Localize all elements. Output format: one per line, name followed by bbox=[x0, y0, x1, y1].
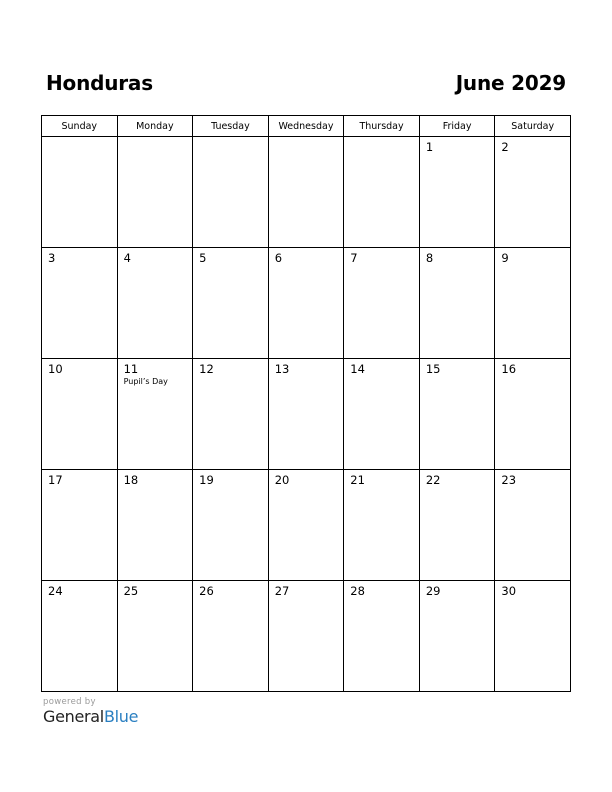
week-row bbox=[42, 137, 571, 248]
day-cell bbox=[495, 470, 571, 581]
day-cell bbox=[268, 581, 344, 692]
day-number: 18 bbox=[123, 473, 139, 487]
day-number: 13 bbox=[274, 362, 290, 376]
day-cell bbox=[344, 248, 420, 359]
day-number: 2 bbox=[501, 140, 509, 154]
brand-part-blue: Blue bbox=[103, 707, 139, 726]
day-number: 14 bbox=[350, 362, 365, 376]
country-title: Honduras bbox=[46, 71, 153, 95]
day-cell bbox=[419, 248, 495, 359]
day-number: 10 bbox=[48, 362, 63, 376]
day-number: 30 bbox=[501, 584, 517, 598]
day-cell bbox=[419, 137, 495, 248]
day-cell bbox=[268, 137, 344, 248]
day-number: 6 bbox=[274, 251, 283, 265]
day-number: 11 bbox=[123, 362, 139, 376]
day-cell bbox=[193, 581, 269, 692]
day-cell bbox=[117, 470, 193, 581]
weekday-saturday: Saturday bbox=[495, 116, 571, 137]
day-cell bbox=[193, 359, 269, 470]
day-number: 5 bbox=[199, 251, 207, 265]
day-number: 27 bbox=[274, 584, 290, 598]
day-cell bbox=[419, 470, 495, 581]
day-cell bbox=[495, 359, 571, 470]
weekday-wednesday: Wednesday bbox=[268, 116, 344, 137]
day-cell bbox=[419, 581, 495, 692]
day-cell bbox=[117, 581, 193, 692]
day-cell bbox=[268, 470, 344, 581]
week-row bbox=[42, 581, 571, 692]
week-row bbox=[42, 359, 571, 470]
day-number: 8 bbox=[425, 251, 434, 265]
day-cell bbox=[193, 248, 269, 359]
day-cell bbox=[344, 470, 420, 581]
day-number: 4 bbox=[123, 251, 131, 265]
brand-part-general: General bbox=[43, 707, 104, 726]
day-number: 22 bbox=[425, 473, 441, 487]
day-cell bbox=[42, 470, 118, 581]
day-number: 17 bbox=[48, 473, 63, 487]
calendar-grid bbox=[41, 115, 571, 692]
weekday-tuesday: Tuesday bbox=[193, 116, 269, 137]
day-number: 7 bbox=[350, 251, 358, 265]
day-number: 12 bbox=[199, 362, 214, 376]
day-number: 29 bbox=[425, 584, 441, 598]
day-cell bbox=[193, 137, 269, 248]
day-cell bbox=[117, 248, 193, 359]
weekday-thursday: Thursday bbox=[344, 116, 420, 137]
day-cell bbox=[419, 359, 495, 470]
weekday-header-row bbox=[42, 116, 571, 137]
day-cell bbox=[344, 359, 420, 470]
day-cell bbox=[42, 248, 118, 359]
day-cell bbox=[117, 359, 193, 470]
weekday-friday: Friday bbox=[419, 116, 495, 137]
day-number: 26 bbox=[199, 584, 214, 598]
day-cell bbox=[42, 359, 118, 470]
day-number: 24 bbox=[48, 584, 63, 598]
day-cell bbox=[42, 581, 118, 692]
day-cell bbox=[268, 248, 344, 359]
day-number: 20 bbox=[274, 473, 290, 487]
week-row bbox=[42, 248, 571, 359]
generalblue-logo[interactable] bbox=[43, 708, 138, 726]
day-number: 23 bbox=[501, 473, 517, 487]
month-year-title: June 2029 bbox=[455, 71, 566, 95]
day-cell bbox=[193, 470, 269, 581]
weekday-monday: Monday bbox=[117, 116, 193, 137]
day-cell bbox=[344, 581, 420, 692]
day-number: 1 bbox=[425, 140, 434, 154]
day-number: 28 bbox=[350, 584, 365, 598]
day-cell bbox=[268, 359, 344, 470]
footer bbox=[43, 697, 138, 726]
day-cell bbox=[117, 137, 193, 248]
week-row bbox=[42, 470, 571, 581]
day-cell bbox=[495, 248, 571, 359]
day-cell bbox=[344, 137, 420, 248]
day-cell bbox=[495, 581, 571, 692]
day-number: 25 bbox=[123, 584, 139, 598]
day-number: 15 bbox=[425, 362, 441, 376]
day-cell bbox=[42, 137, 118, 248]
day-number: 19 bbox=[199, 473, 214, 487]
day-number: 21 bbox=[350, 473, 365, 487]
day-number: 9 bbox=[501, 251, 509, 265]
holiday-label: Pupil’s Day bbox=[123, 377, 168, 386]
weekday-sunday: Sunday bbox=[42, 116, 118, 137]
powered-by-text: powered by bbox=[43, 697, 96, 707]
day-cell bbox=[495, 137, 571, 248]
day-number: 16 bbox=[501, 362, 517, 376]
day-number: 3 bbox=[48, 251, 56, 265]
